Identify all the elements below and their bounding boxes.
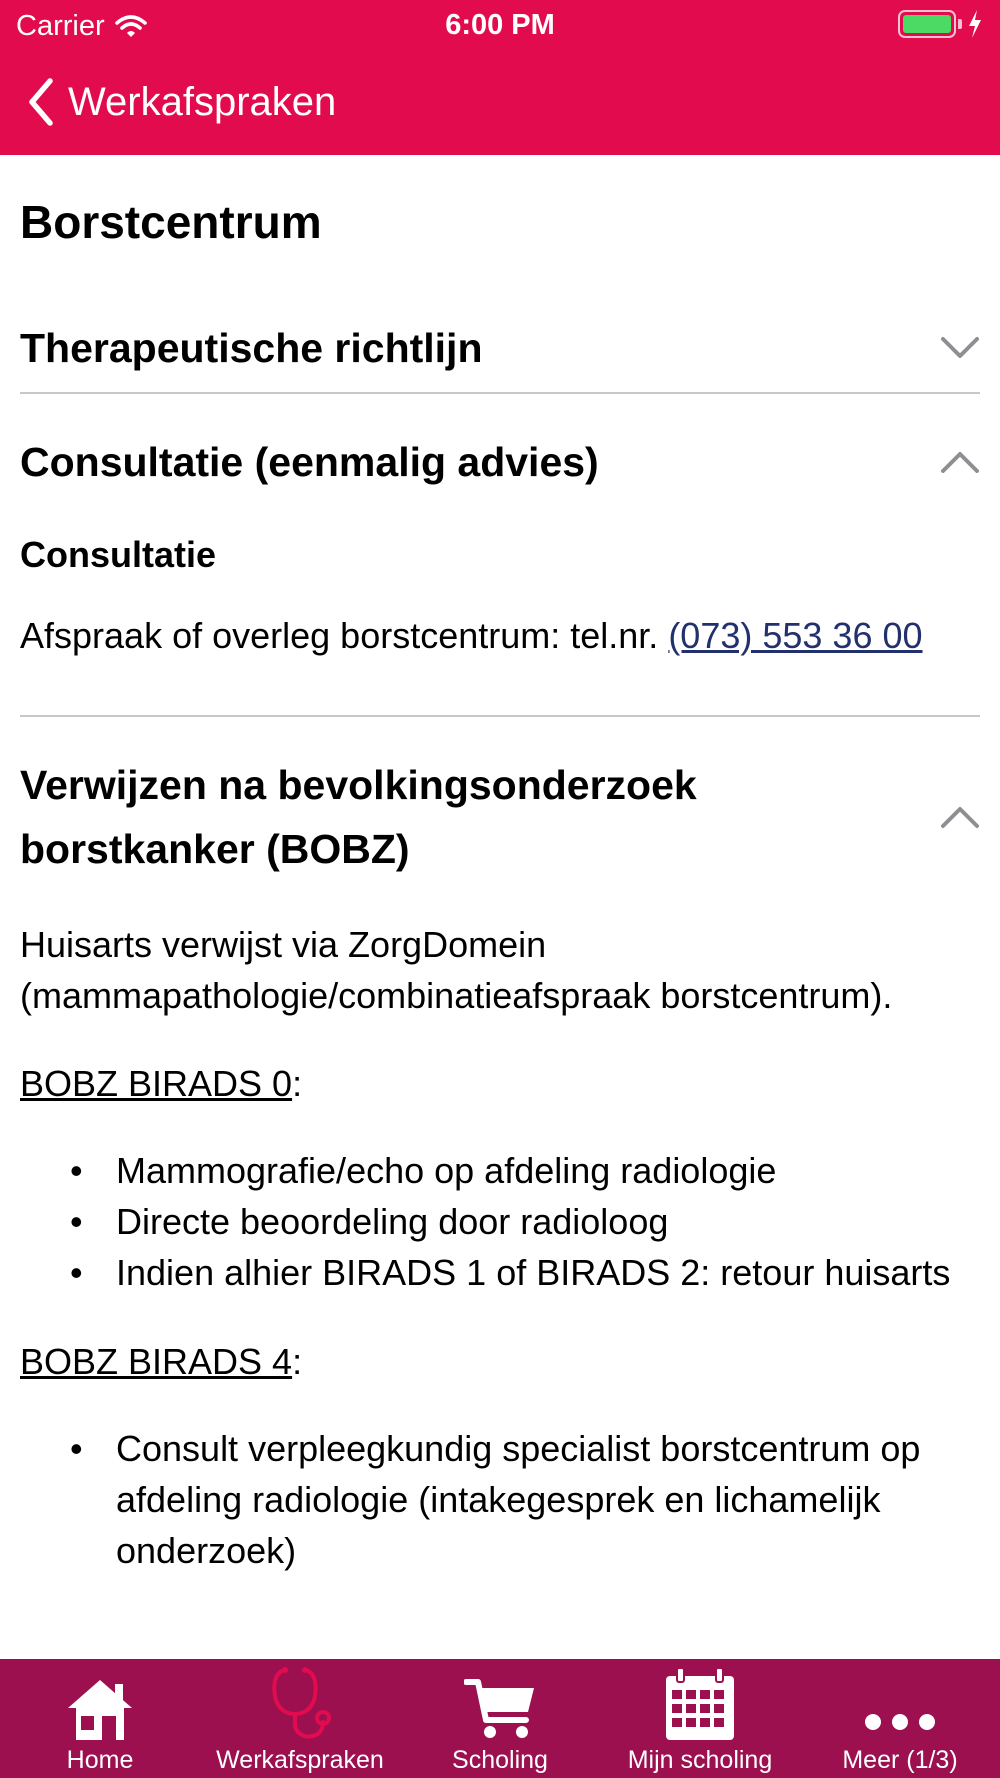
- tab-bar: [0, 1659, 1000, 1778]
- chevron-up-icon: [940, 802, 980, 832]
- group-label-suffix: :: [292, 1340, 303, 1382]
- top-bar: [0, 0, 1000, 155]
- page-title: Borstcentrum: [20, 196, 322, 248]
- group-label: BOBZ BIRADS 0: [20, 1062, 293, 1104]
- calendar-icon: [663, 1662, 737, 1742]
- tab-label: Mijn scholing: [627, 1746, 773, 1774]
- carrier-label: Carrier: [16, 10, 105, 42]
- more-icon: [863, 1662, 937, 1742]
- stethoscope-icon: [265, 1662, 335, 1742]
- battery-indicator: [898, 10, 982, 38]
- chevron-left-icon: [26, 77, 56, 127]
- accordion-header-therapeutische-richtlijn[interactable]: [20, 316, 980, 380]
- accordion-title: Therapeutische richtlijn: [20, 324, 483, 371]
- list-item: • Indien alhier BIRADS 1 of BIRADS 2: retour huisarts: [20, 1247, 980, 1298]
- tab-mijn-scholing[interactable]: [600, 1659, 800, 1778]
- tab-scholing[interactable]: [400, 1659, 600, 1778]
- group-heading-birads-4: [20, 1336, 980, 1387]
- section-paragraph: [20, 610, 980, 661]
- back-button-label: Werkafspraken: [68, 79, 337, 124]
- battery-icon: [898, 10, 956, 38]
- house-icon: [65, 1662, 135, 1742]
- tab-werkafspraken[interactable]: [200, 1659, 400, 1778]
- accordion-section-therapeutische-richtlijn: [20, 316, 980, 394]
- back-button[interactable]: [0, 77, 336, 127]
- bullet-list-birads-0: [20, 1145, 980, 1298]
- list-item: • Mammografie/echo op afdeling radiologie: [20, 1145, 980, 1196]
- chevron-up-icon: [940, 447, 980, 477]
- tab-meer[interactable]: [800, 1659, 1000, 1778]
- list-item: • Directe beoordeling door radioloog: [20, 1196, 980, 1247]
- tab-label: Werkafspraken: [216, 1746, 384, 1774]
- tab-label: Meer (1/3): [842, 1746, 958, 1774]
- accordion-section-bobz: [20, 753, 980, 1576]
- accordion-title: Consultatie (eenmalig advies): [20, 438, 599, 485]
- paragraph-text: Afspraak of overleg borstcentrum: tel.nr.: [20, 614, 669, 656]
- accordion-header-bobz[interactable]: [20, 753, 980, 881]
- status-time: 6:00 PM: [445, 9, 555, 41]
- group-label: BOBZ BIRADS 4: [20, 1340, 293, 1382]
- accordion-header-consultatie[interactable]: [20, 430, 980, 494]
- cart-icon: [464, 1662, 536, 1742]
- list-item: • Consult verpleegkundig specialist borstcentrum op afdeling radiologie (intakegesprek en lichamelijk onderzoek): [20, 1423, 980, 1576]
- section-subheading: Consultatie: [20, 533, 217, 575]
- group-heading-birads-0: [20, 1058, 980, 1109]
- content-scroll-area[interactable]: [0, 155, 1000, 1659]
- group-label-suffix: :: [292, 1062, 303, 1104]
- status-bar: [0, 0, 1000, 50]
- chevron-down-icon: [940, 333, 980, 363]
- section-intro: Huisarts verwijst via ZorgDomein (mammapathologie/combinatieafspraak borstcentrum).: [20, 923, 893, 1016]
- phone-link[interactable]: (073) 553 36 00: [668, 614, 923, 656]
- tab-label: Home: [66, 1746, 134, 1774]
- tab-home[interactable]: [0, 1659, 200, 1778]
- bullet-list-birads-4: [20, 1423, 980, 1576]
- navigation-bar: [0, 62, 336, 142]
- tab-label: Scholing: [452, 1746, 548, 1774]
- accordion-section-consultatie: [20, 430, 980, 717]
- accordion-title: Verwijzen na bevolkingsonderzoek borstkanker (BOBZ): [20, 761, 697, 872]
- charging-bolt-icon: [968, 10, 982, 38]
